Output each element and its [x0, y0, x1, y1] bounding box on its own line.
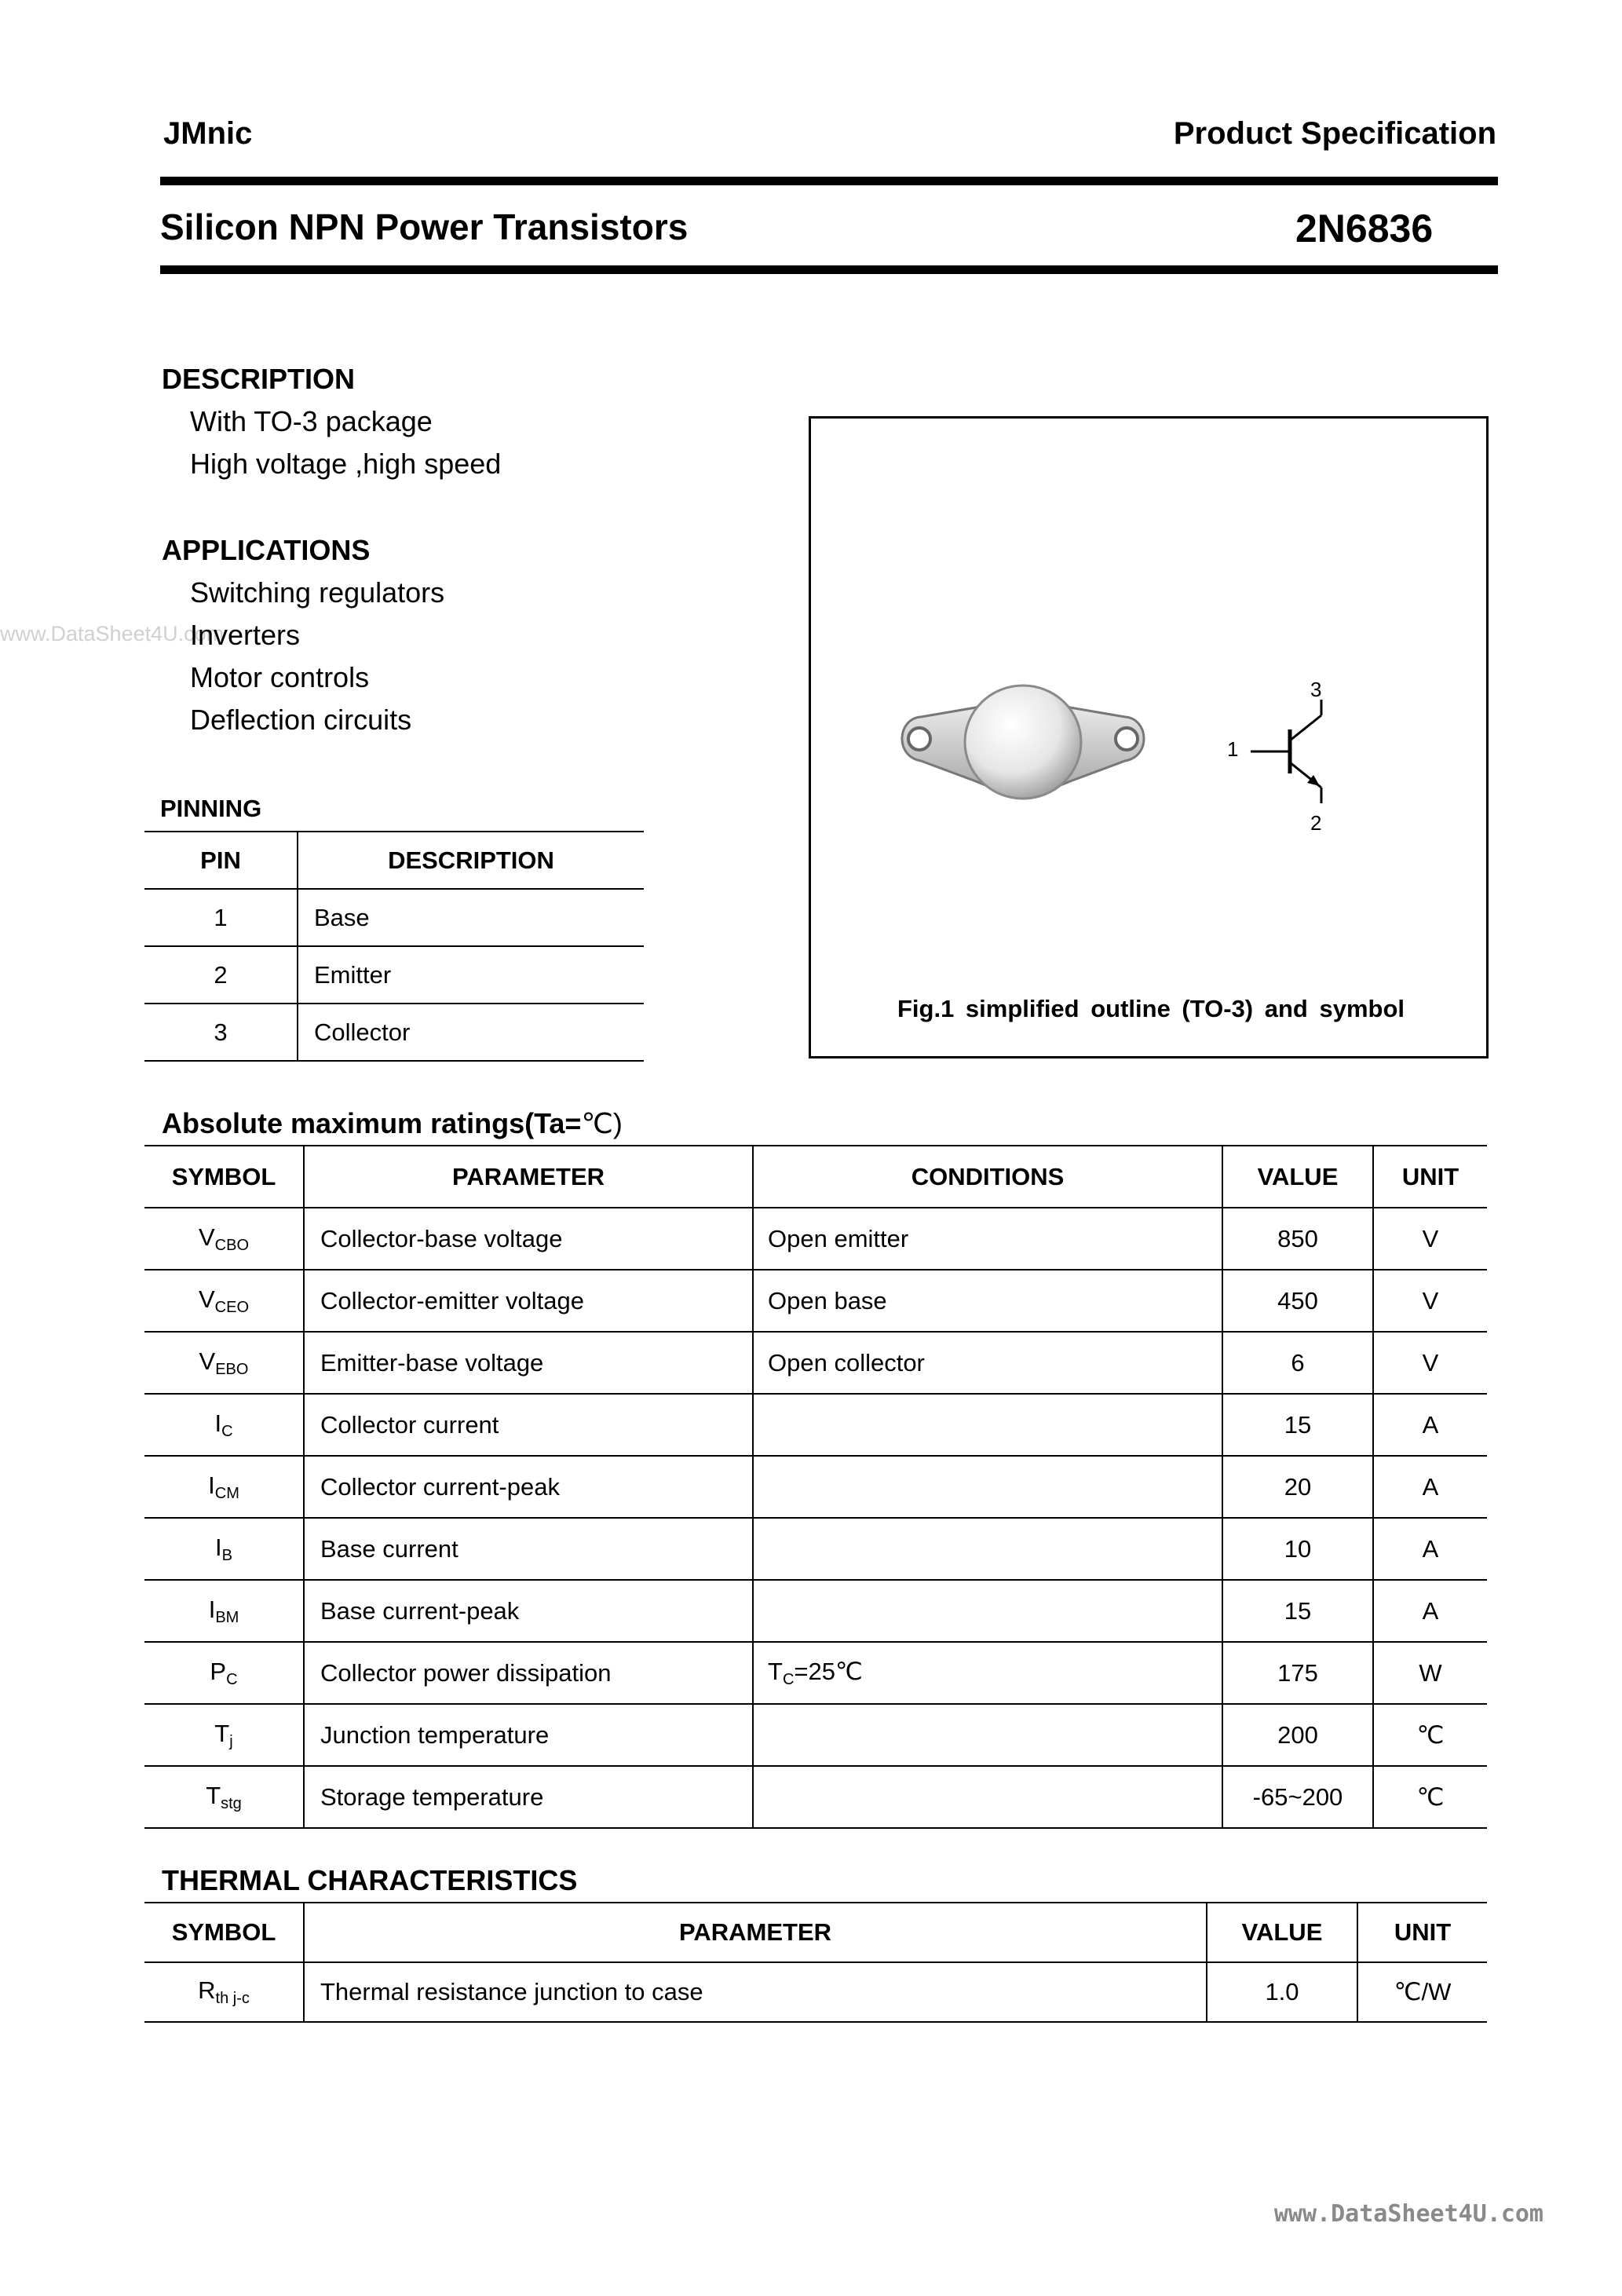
conditions-cell: Open collector	[753, 1332, 1222, 1394]
column-header: VALUE	[1207, 1903, 1357, 1962]
table-row	[144, 1208, 1487, 1270]
pin-label-1: 1	[1227, 737, 1239, 761]
description-item: High voltage ,high speed	[190, 448, 502, 480]
table-row	[144, 889, 644, 946]
parameter-cell: Collector power dissipation	[304, 1642, 753, 1704]
value-cell: 850	[1222, 1208, 1373, 1270]
value-cell: -65~200	[1222, 1766, 1373, 1828]
unit-cell: W	[1419, 1658, 1442, 1687]
column-header: PARAMETER	[304, 1146, 753, 1208]
parameter-cell: Emitter-base voltage	[304, 1332, 753, 1394]
parameter-cell: Thermal resistance junction to case	[304, 1962, 1207, 2022]
column-header: PIN	[144, 832, 298, 889]
unit-cell: ℃	[1416, 1782, 1445, 1811]
value-cell: 20	[1222, 1456, 1373, 1518]
value-cell: 15	[1222, 1580, 1373, 1642]
table-row	[144, 1332, 1487, 1394]
abs-max-heading	[162, 1107, 623, 1140]
symbol-cell: $P_C$	[144, 1642, 304, 1704]
table-row	[144, 1456, 1487, 1518]
value-cell: 15	[1222, 1394, 1373, 1456]
table-row	[144, 1394, 1487, 1456]
parameter-cell: Storage temperature	[304, 1766, 753, 1828]
conditions-cell: Open base	[753, 1270, 1222, 1332]
table-header-row	[144, 1903, 1487, 1962]
table-row	[144, 1270, 1487, 1332]
symbol-cell: $I_B$	[144, 1518, 304, 1580]
pin-number: 1	[144, 889, 298, 946]
company-name: JMnic	[163, 116, 253, 151]
parameter-cell: Base current	[304, 1518, 753, 1580]
abs-max-table	[144, 1145, 1487, 1829]
conditions-cell	[753, 1518, 1222, 1580]
pinning-heading: PINNING	[160, 795, 262, 822]
symbol-cell: $R_{th j-c}$	[144, 1962, 304, 2022]
column-header: DESCRIPTION	[388, 846, 554, 874]
conditions-cell	[753, 1766, 1222, 1828]
value-cell: 175	[1222, 1642, 1373, 1704]
conditions-cell	[753, 1704, 1222, 1766]
applications-heading: APPLICATIONS	[162, 534, 371, 566]
conditions-cell	[753, 1580, 1222, 1642]
document-type: Product Specification	[1173, 116, 1496, 151]
abs-max-heading-text: Absolute maximum ratings(Ta=	[162, 1107, 582, 1139]
table-row	[144, 1642, 1487, 1704]
to3-package-image	[890, 670, 1156, 811]
column-header: SYMBOL	[144, 1146, 304, 1208]
unit-cell: ℃	[1416, 1720, 1445, 1749]
unit-cell: V	[1422, 1224, 1439, 1252]
column-header: SYMBOL	[144, 1903, 304, 1962]
unit-cell: V	[1422, 1348, 1439, 1377]
unit-cell: V	[1422, 1286, 1439, 1314]
pin-label-3: 3	[1310, 678, 1322, 701]
table-row	[144, 1004, 644, 1061]
symbol-cell: $V_{CEO}$	[144, 1270, 304, 1332]
footer-watermark: www.DataSheet4U.com	[1273, 2200, 1543, 2228]
parameter-cell: Junction temperature	[304, 1704, 753, 1766]
table-header-row	[144, 1146, 1487, 1208]
symbol-cell: $T_{stg}$	[144, 1766, 304, 1828]
conditions-cell: $T_C=25℃$	[753, 1642, 1222, 1704]
pin-number: 2	[144, 946, 298, 1004]
symbol-cell: $I_{BM}$	[144, 1580, 304, 1642]
pin-description: Emitter	[314, 960, 392, 989]
conditions-cell	[753, 1394, 1222, 1456]
pin-description: Base	[314, 903, 370, 931]
description-heading: DESCRIPTION	[162, 363, 356, 395]
value-cell: 6	[1222, 1332, 1373, 1394]
unit-cell: A	[1422, 1534, 1439, 1563]
application-item: Deflection circuits	[190, 704, 412, 736]
symbol-cell: $I_C$	[144, 1394, 304, 1456]
thermal-table	[144, 1902, 1487, 2023]
symbol-cell: $T_j$	[144, 1704, 304, 1766]
application-item: Inverters	[190, 619, 301, 651]
column-header: UNIT	[1394, 1918, 1452, 1946]
npn-symbol-icon	[1227, 678, 1368, 827]
value-cell: 10	[1222, 1518, 1373, 1580]
table-header-row	[144, 832, 644, 889]
unit-cell: A	[1422, 1472, 1439, 1501]
conditions-cell: Open emitter	[753, 1208, 1222, 1270]
symbol-cell: $V_{EBO}$	[144, 1332, 304, 1394]
table-row	[144, 946, 644, 1004]
value-cell: 450	[1222, 1270, 1373, 1332]
unit-cell: A	[1422, 1596, 1439, 1625]
table-row	[144, 1518, 1487, 1580]
part-number: 2N6836	[1295, 207, 1434, 250]
unit-cell: ℃/W	[1394, 1978, 1452, 2005]
conditions-cell	[753, 1456, 1222, 1518]
value-cell: 200	[1222, 1704, 1373, 1766]
header-rule	[160, 177, 1498, 185]
application-item: Switching regulators	[190, 576, 445, 609]
column-header: VALUE	[1222, 1146, 1373, 1208]
value-cell: 1.0	[1207, 1962, 1357, 2022]
page-title: Silicon NPN Power Transistors	[160, 207, 689, 247]
table-row	[144, 1704, 1487, 1766]
pin-description: Collector	[314, 1018, 411, 1046]
title-rule	[160, 265, 1498, 274]
figure-caption: Fig.1 simplified outline (TO-3) and symbol	[897, 995, 1405, 1022]
column-header: CONDITIONS	[753, 1146, 1222, 1208]
application-item: Motor controls	[190, 661, 370, 693]
parameter-cell: Collector-emitter voltage	[304, 1270, 753, 1332]
pinning-table	[144, 831, 644, 1062]
abs-max-heading-unit: ℃)	[581, 1107, 623, 1139]
parameter-cell: Collector current	[304, 1394, 753, 1456]
pin-number: 3	[144, 1004, 298, 1061]
parameter-cell: Base current-peak	[304, 1580, 753, 1642]
figure-box	[809, 416, 1489, 1058]
table-row	[144, 1580, 1487, 1642]
symbol-cell: $I_{CM}$	[144, 1456, 304, 1518]
description-item: With TO-3 package	[190, 405, 433, 437]
symbol-cell: $V_{CBO}$	[144, 1208, 304, 1270]
table-row	[144, 1766, 1487, 1828]
parameter-cell: Collector current-peak	[304, 1456, 753, 1518]
thermal-heading: THERMAL CHARACTERISTICS	[162, 1864, 578, 1896]
watermark-text: www.DataSheet4U.com	[0, 622, 225, 645]
column-header: PARAMETER	[304, 1903, 1207, 1962]
unit-cell: A	[1422, 1410, 1439, 1439]
column-header: UNIT	[1401, 1162, 1459, 1190]
pin-label-2: 2	[1310, 811, 1322, 835]
table-row	[144, 1962, 1487, 2022]
parameter-cell: Collector-base voltage	[304, 1208, 753, 1270]
